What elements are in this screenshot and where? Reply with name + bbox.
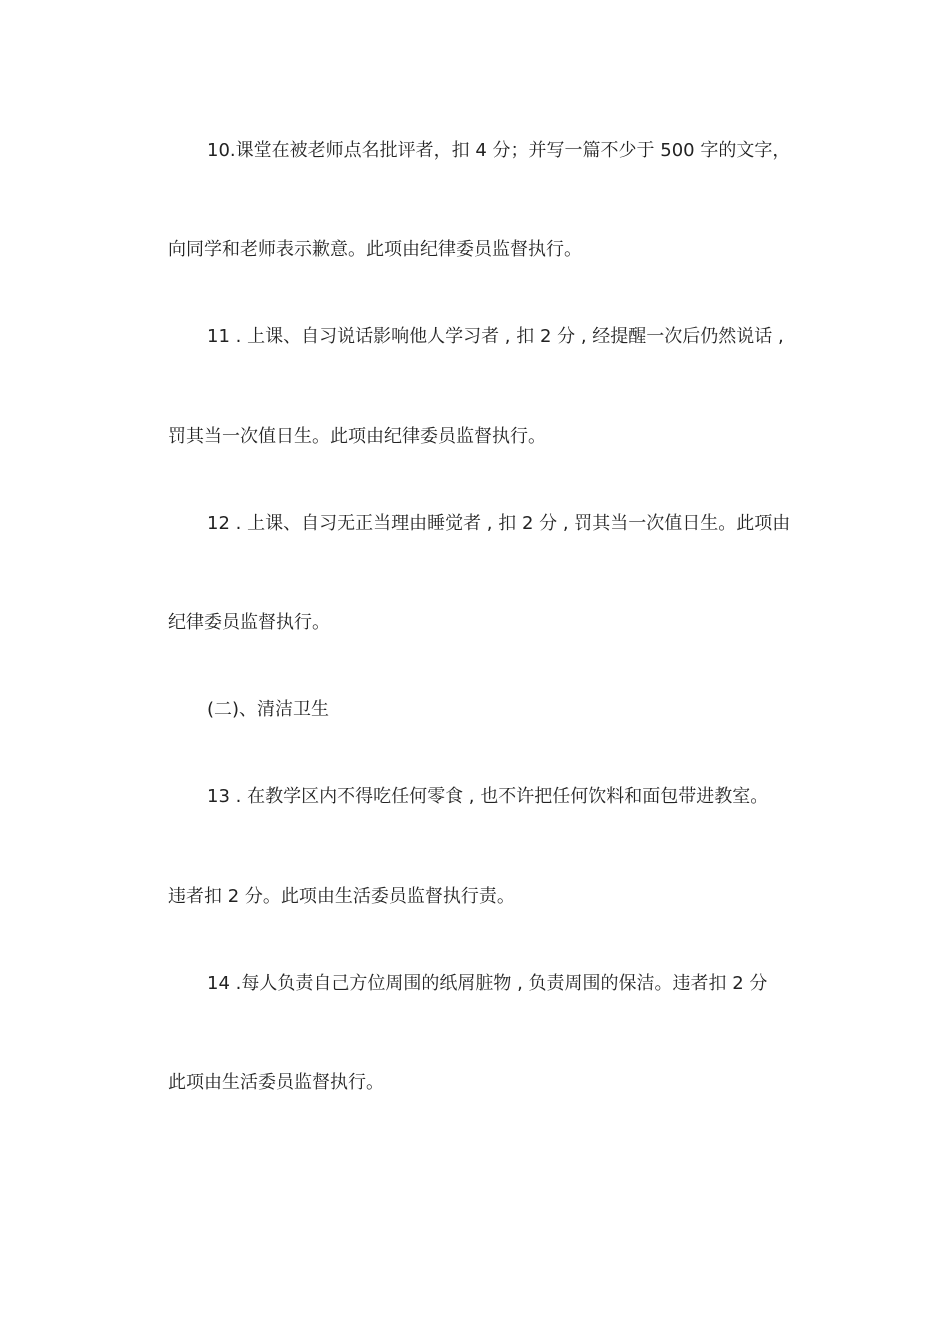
rule-13-line-1: 13 . 在教学区内不得吃任何零食 , 也不许把任何饮料和面包带进教室。	[207, 786, 769, 807]
rule-11-line-1: 11 . 上课、自习说话影响他人学习者 , 扣 2 分 , 经提醒一次后仍然说话 ,	[207, 326, 784, 347]
rule-10-line-2: 向同学和老师表示歉意。此项由纪律委员监督执行。	[168, 239, 582, 260]
rule-12-line-2: 纪律委员监督执行。	[168, 612, 330, 633]
rule-14-line-2: 此项由生活委员监督执行。	[168, 1072, 384, 1093]
section-heading-cleaning: (二)、清洁卫生	[207, 699, 330, 720]
rule-12-line-1: 12 . 上课、自习无正当理由睡觉者 , 扣 2 分 , 罚其当一次值日生。此项由	[207, 513, 791, 534]
rule-13-line-2: 违者扣 2 分。此项由生活委员监督执行责。	[168, 886, 515, 907]
rule-14-line-1: 14 .每人负责自己方位周围的纸屑脏物 , 负责周围的保洁。违者扣 2 分	[207, 973, 768, 994]
rule-10-line-1: 10.课堂在被老师点名批评者，扣 4 分；并写一篇不少于 500 字的文字，	[207, 140, 791, 161]
rule-11-line-2: 罚其当一次值日生。此项由纪律委员监督执行。	[168, 426, 546, 447]
